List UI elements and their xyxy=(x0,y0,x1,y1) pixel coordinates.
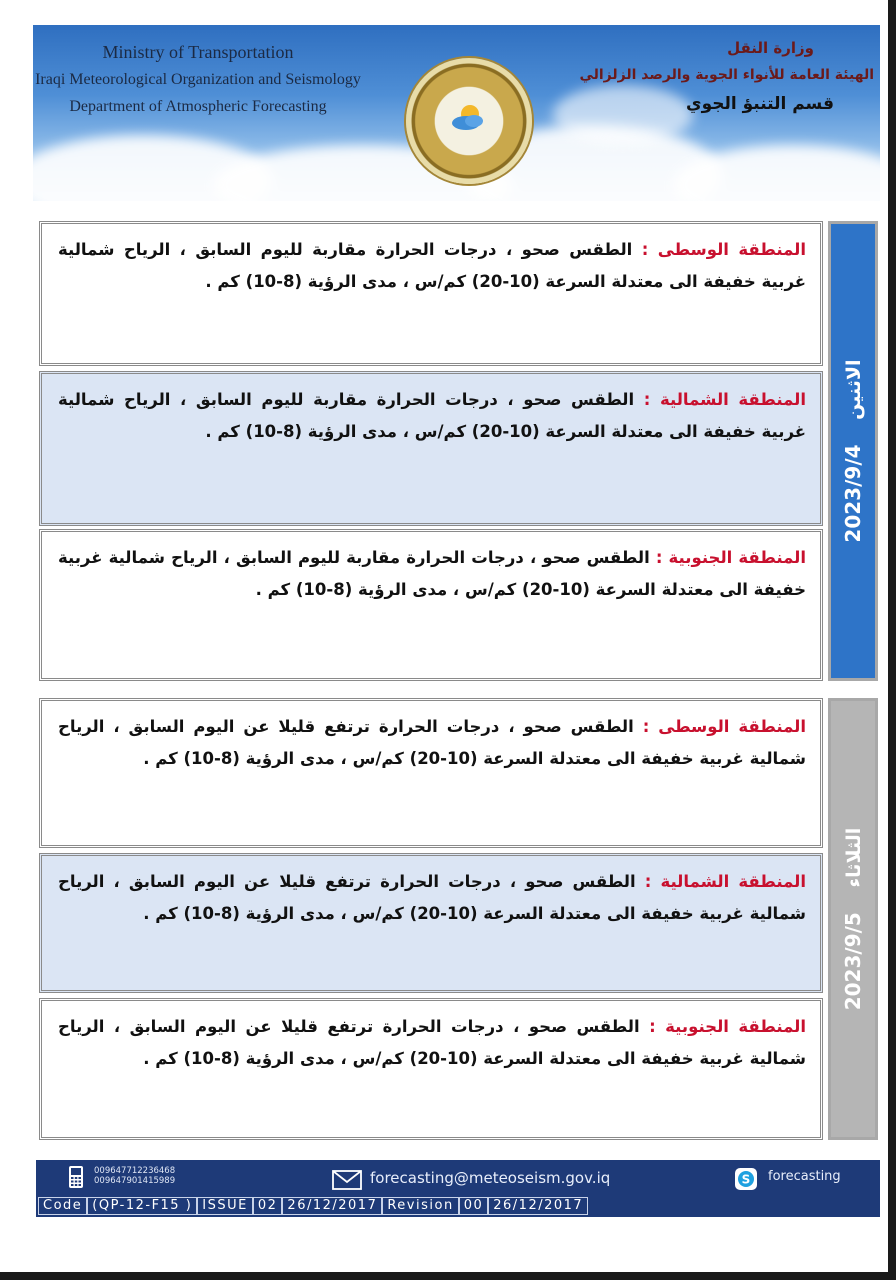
day1-central-row xyxy=(39,221,823,366)
phone-numbers xyxy=(94,1166,175,1186)
code-cell: ISSUE xyxy=(197,1197,253,1215)
code-cell: 00 xyxy=(459,1197,489,1215)
code-cell: Code xyxy=(38,1197,87,1215)
ministry-en: Ministry of Transportation xyxy=(102,42,294,62)
forecast-text: الطقس صحو ، درجات الحرارة مقاربة لليوم السابق ، الرياح شمالية غربية خفيفة الى معتدلة السرعة (10-20) كم/س ، مدى الرؤية (8-10) كم . xyxy=(58,240,806,291)
day1-date: 2023/9/4 xyxy=(841,444,865,543)
organization-logo xyxy=(406,58,532,184)
phone-icon xyxy=(68,1165,84,1189)
day2-name: الثلاثاء xyxy=(843,827,865,888)
day1-south-row xyxy=(39,529,823,681)
day1-name: الاثنين xyxy=(843,359,865,420)
email-link[interactable]: forecasting@meteoseism.gov.iq xyxy=(370,1169,611,1187)
region-label: المنطقة الشمالية : xyxy=(643,390,806,409)
mail-icon xyxy=(332,1170,362,1190)
region-label: المنطقة الوسطى : xyxy=(642,717,806,736)
forecast-text: الطقس صحو ، درجات الحرارة ترتفع قليلا عن اليوم السابق ، الرياح شمالية غربية خفيفة الى معتدلة السرعة (10-20) كم/س ، مدى الرؤية (8-10) كم . xyxy=(58,717,806,768)
header-banner xyxy=(33,25,880,201)
day2-block xyxy=(39,698,823,1140)
day1-block xyxy=(39,221,823,681)
contact-footer xyxy=(36,1160,880,1217)
code-cell: 02 xyxy=(253,1197,283,1215)
phone-number: 009647901415989 xyxy=(94,1176,176,1186)
department-ar: قسم التنبؤ الجوي xyxy=(686,94,834,114)
forecast-text: الطقس صحو ، درجات الحرارة ترتفع قليلا عن اليوم السابق ، الرياح شمالية غربية خفيفة الى معتدلة السرعة (10-20) كم/س ، مدى الرؤية (8-10) كم . xyxy=(58,872,806,923)
region-label: المنطقة الشمالية : xyxy=(644,872,806,891)
region-label: المنطقة الجنوبية : xyxy=(649,1017,806,1036)
phone-number: 009647712236468 xyxy=(94,1166,176,1176)
organization-ar: الهيئة العامة للأنواء الجوية والرصد الزلزالي xyxy=(579,67,874,83)
day2-label xyxy=(841,828,865,1011)
day2-south-row xyxy=(39,998,823,1140)
forecast-text: الطقس صحو ، درجات الحرارة مقاربة لليوم السابق ، الرياح شمالية غربية خفيفة الى معتدلة السرعة (10-20) كم/س ، مدى الرؤية (8-10) كم . xyxy=(58,548,806,599)
day2-north-row xyxy=(39,853,823,993)
day1-date-bar xyxy=(828,221,878,681)
svg-text:S: S xyxy=(741,1172,751,1187)
region-label: المنطقة الوسطى : xyxy=(641,240,806,259)
day2-date: 2023/9/5 xyxy=(841,912,865,1011)
day2-date-bar xyxy=(828,698,878,1140)
document-code-bar xyxy=(38,1197,588,1215)
day2-central-row xyxy=(39,698,823,848)
skype-icon xyxy=(734,1167,758,1191)
organization-en: Iraqi Meteorological Organization and Seismology xyxy=(35,71,361,88)
code-cell: 26/12/2017 xyxy=(282,1197,382,1215)
header-english xyxy=(33,39,363,120)
code-cell: Revision xyxy=(382,1197,458,1215)
skype-handle[interactable]: forecasting xyxy=(768,1169,841,1184)
region-label: المنطقة الجنوبية : xyxy=(655,548,806,567)
code-cell: 26/12/2017 xyxy=(488,1197,588,1215)
day1-north-row xyxy=(39,371,823,526)
department-en: Department of Atmospheric Forecasting xyxy=(69,98,327,115)
header-arabic xyxy=(579,35,874,119)
code-cell: (QP-12-F15 ) xyxy=(87,1197,197,1215)
forecast-text: الطقس صحو ، درجات الحرارة مقاربة لليوم السابق ، الرياح شمالية غربية خفيفة الى معتدلة السرعة (10-20) كم/س ، مدى الرؤية (8-10) كم . xyxy=(58,390,806,441)
ministry-ar: وزارة النقل xyxy=(727,39,814,57)
sun-cloud-icon xyxy=(448,98,488,138)
forecast-text: الطقس صحو ، درجات الحرارة ترتفع قليلا عن اليوم السابق ، الرياح شمالية غربية خفيفة الى معتدلة السرعة (10-20) كم/س ، مدى الرؤية (8-10) كم . xyxy=(58,1017,806,1068)
day1-label xyxy=(841,359,865,542)
